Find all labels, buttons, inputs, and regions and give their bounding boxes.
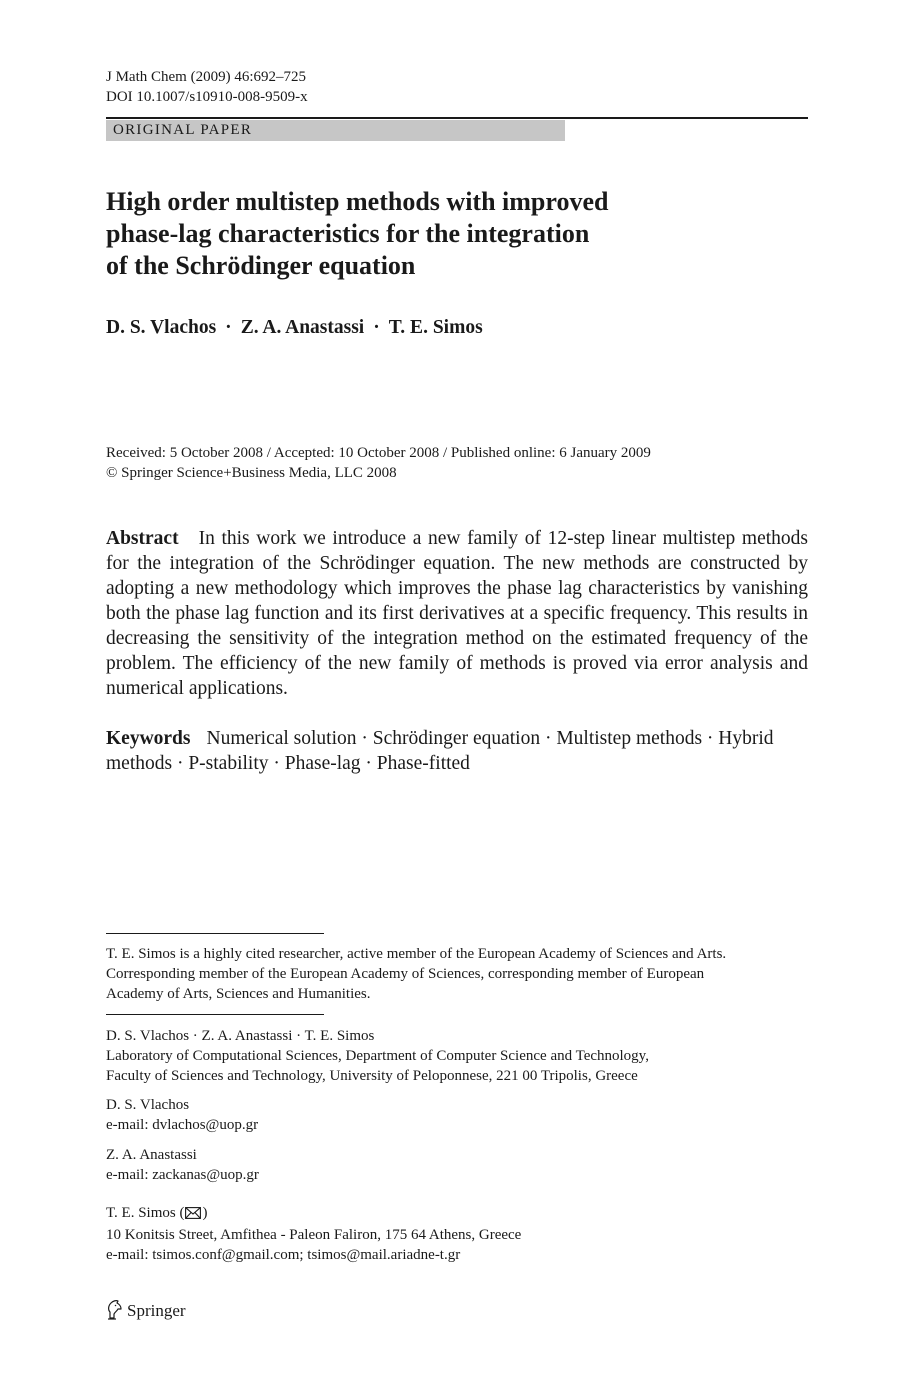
footnote-line: Academy of Arts, Sciences and Humanities. (106, 986, 371, 1002)
contact-anastassi (106, 1145, 811, 1185)
affiliation-lab: Laboratory of Computational Sciences, Department of Computer Science and Technology, (106, 1048, 649, 1064)
journal-header (106, 67, 308, 107)
contact-name: T. E. Simos (106, 1205, 176, 1221)
header-rule (106, 117, 808, 119)
keywords-text: Numerical solution · Schrödinger equation · Multistep methods · Hybrid methods · P-stability · Phase-lag · Phase-fitted (106, 728, 774, 774)
publisher-name: Springer (127, 1301, 186, 1320)
springer-knight-icon (106, 1301, 127, 1320)
contact-vlachos (106, 1095, 811, 1135)
dates-line: Received: 5 October 2008 / Accepted: 10 October 2008 / Published online: 6 January 2009 (106, 445, 651, 461)
contact-email[interactable]: e-mail: dvlachos@uop.gr (106, 1117, 259, 1133)
keywords (106, 726, 808, 776)
contact-address: 10 Konitsis Street, Amfithea - Paleon Faliron, 175 64 Athens, Greece (106, 1227, 522, 1243)
publisher-logo (106, 1298, 186, 1323)
publication-history (106, 443, 651, 483)
contact-name: D. S. Vlachos (106, 1097, 190, 1113)
contact-email[interactable]: e-mail: tsimos.conf@gmail.com; tsimos@mail.ariadne-t.gr (106, 1247, 461, 1263)
abstract-label: Abstract (106, 528, 179, 549)
affiliation-rule (106, 1014, 324, 1015)
author: T. E. Simos (388, 317, 483, 338)
title-line: High order multistep methods with improved (106, 187, 609, 216)
envelope-icon (185, 1205, 201, 1225)
copyright-line: © Springer Science+Business Media, LLC 2008 (106, 465, 397, 481)
doi[interactable]: DOI 10.1007/s10910-008-9509-x (106, 89, 308, 105)
paper-title (106, 186, 726, 282)
footnote-line: T. E. Simos is a highly cited researcher, active member of the European Academy of Sciences and Arts. (106, 946, 727, 962)
corresponding-author-line: T. E. Simos ( ) (106, 1203, 811, 1225)
affiliation-faculty: Faculty of Sciences and Technology, University of Peloponnese, 221 00 Tripolis, Greece (106, 1068, 638, 1084)
abstract (106, 526, 808, 701)
author-list (106, 315, 483, 341)
author-separator: · (373, 317, 380, 338)
abstract-text: In this work we introduce a new family of 12-step linear multistep methods for the integration of the Schrödinger equation. The new methods are constructed by adopting a new methodology which improves the phase lag characteristics by vanishing both the phase lag function and its first derivatives at a specific frequency. This results in decreasing the sensitivity of the integration method on the estimated frequency of the problem. The efficiency of the new family of methods is proved via error analysis and numerical applications. (106, 528, 808, 699)
journal-citation: J Math Chem (2009) 46:692–725 (106, 69, 306, 85)
keywords-label: Keywords (106, 728, 191, 749)
contact-name: Z. A. Anastassi (106, 1147, 197, 1163)
author: Z. A. Anastassi (240, 317, 365, 338)
contact-email[interactable]: e-mail: zackanas@uop.gr (106, 1167, 259, 1183)
title-line: of the Schrödinger equation (106, 251, 416, 280)
footnote-line: Corresponding member of the European Academy of Sciences, corresponding member of European (106, 966, 705, 982)
affiliation-authors: D. S. Vlachos · Z. A. Anastassi · T. E. Simos (106, 1028, 375, 1044)
section-label: ORIGINAL PAPER (113, 122, 253, 138)
footnote (106, 944, 811, 1004)
title-line: phase-lag characteristics for the integration (106, 219, 590, 248)
author-separator: · (225, 317, 232, 338)
footnote-rule (106, 933, 324, 934)
author: D. S. Vlachos (106, 317, 217, 338)
affiliation (106, 1026, 811, 1086)
contact-simos (106, 1203, 811, 1265)
